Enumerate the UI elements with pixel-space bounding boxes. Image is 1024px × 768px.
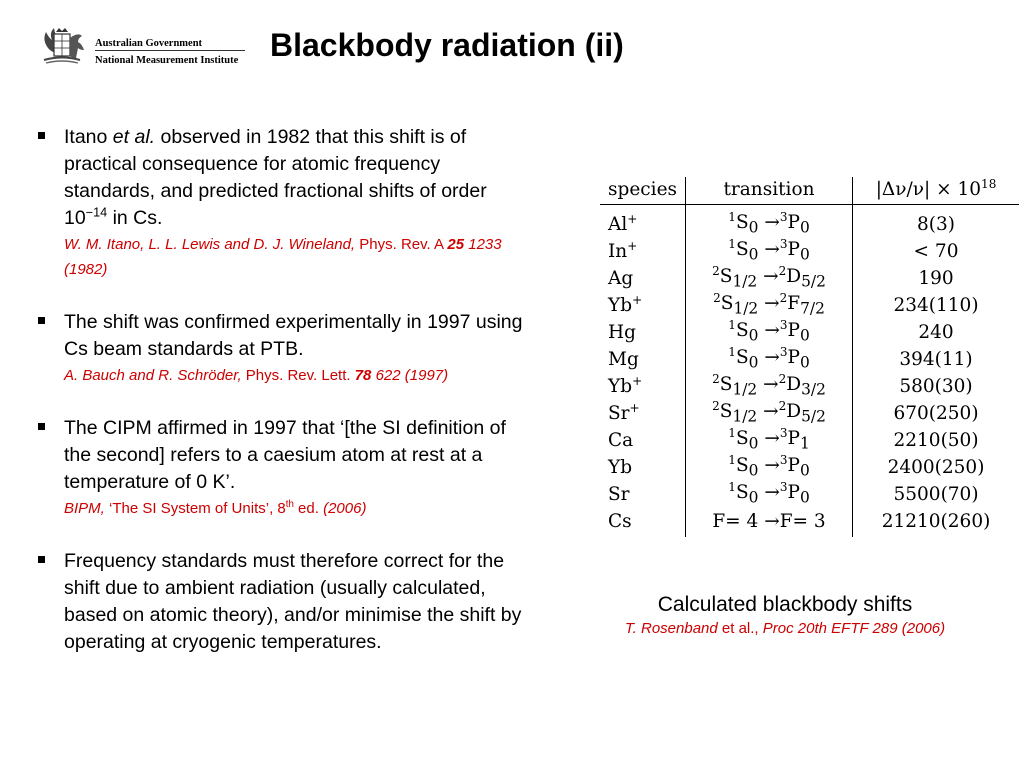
bullet-item	[34, 548, 524, 656]
table-row	[600, 508, 1019, 537]
bullet-item	[34, 124, 524, 282]
coat-of-arms-icon	[34, 26, 90, 68]
caption-title: Calculated blackbody shifts	[657, 593, 913, 616]
column-header-species: species	[600, 177, 686, 205]
bullet-reference: W. M. Itano, L. L. Lewis and D. J. Wineland, Phys. Rev. A 25 1233 (1982)	[64, 236, 502, 278]
cell-transition: $^1S_0 \to^3P_0$	[686, 481, 853, 508]
org-name-line2: National Measurement Institute	[95, 55, 239, 66]
cell-species: Ca	[600, 427, 686, 454]
cell-transition: $^1S_0 \to^3P_0$	[686, 346, 853, 373]
cell-transition: F= 4 →F= 3	[686, 508, 853, 537]
cell-shift: 240	[918, 322, 954, 343]
cell-transition: $^1S_0 \to^3P_0$	[686, 454, 853, 481]
org-divider	[95, 50, 245, 51]
cell-species: Yb+	[600, 373, 686, 400]
cell-transition: $^1S_0 \to^3P_0$	[686, 238, 853, 265]
table-row	[600, 400, 1019, 427]
cell-shift: 580(30)	[899, 376, 973, 397]
cell-transition: $^2S_{1/2} \to^2F_{7/2}$	[686, 292, 853, 319]
cell-species: Al+	[600, 205, 686, 239]
table-row	[600, 319, 1019, 346]
cell-shift: 234(110)	[893, 295, 979, 316]
cell-species: Hg	[600, 319, 686, 346]
table-row	[600, 373, 1019, 400]
cell-transition: $^2S_{1/2} \to^2D_{5/2}$	[686, 400, 853, 427]
square-bullet-icon	[38, 556, 45, 563]
cell-species: Sr	[600, 481, 686, 508]
cell-shift: 670(250)	[893, 403, 979, 424]
cell-species: Mg	[600, 346, 686, 373]
cell-species: Yb	[600, 454, 686, 481]
cell-shift: 2400(250)	[887, 457, 985, 478]
cell-transition: $^1S_0 \to^3P_0$	[686, 319, 853, 346]
bullet-text: Frequency standards must therefore correct for the shift due to ambient radiation (usually calculated, based on atomic theory), and/or minimise the shift by operating at cryogenic temperatures.	[64, 550, 522, 653]
table-row	[600, 238, 1019, 265]
table-row	[600, 481, 1019, 508]
cell-species: Yb+	[600, 292, 686, 319]
table-header-row	[600, 177, 1019, 205]
column-header-transition: transition	[686, 177, 853, 205]
table-row	[600, 292, 1019, 319]
bullet-reference: A. Bauch and R. Schröder, Phys. Rev. Lett. 78 622 (1997)	[64, 367, 449, 384]
bullet-item	[34, 309, 524, 388]
bullet-reference: BIPM, ‘The SI System of Units’, 8th ed. (2006)	[64, 499, 367, 517]
square-bullet-icon	[38, 317, 45, 324]
cell-shift: 2210(50)	[893, 430, 979, 451]
bullet-text: The shift was confirmed experimentally in 1997 using Cs beam standards at PTB.	[64, 311, 523, 360]
blackbody-shift-table	[600, 177, 1019, 537]
bullet-text: Itano et al. observed in 1982 that this shift is of practical consequence for atomic frequency standards, and predicted fractional shifts of order $10^{-14}$ in Cs.	[64, 126, 487, 229]
cell-shift: 5500(70)	[893, 484, 979, 505]
cell-transition: $^2S_{1/2} \to^2D_{5/2}$	[686, 265, 853, 292]
bullet-item	[34, 415, 524, 521]
caption-reference: T. Rosenband et al., Proc 20th EFTF 289 (2006)	[624, 620, 946, 637]
column-header-shift: $|\Delta\nu/\nu| \times 10^{18}$	[853, 177, 1020, 205]
cell-species: Ag	[600, 265, 686, 292]
table-row	[600, 265, 1019, 292]
table-body	[600, 205, 1019, 538]
cell-transition: $^2S_{1/2} \to^2D_{3/2}$	[686, 373, 853, 400]
cell-shift: < 70	[913, 241, 959, 262]
table-row	[600, 427, 1019, 454]
bullet-list	[34, 124, 524, 683]
cell-shift: 394(11)	[899, 349, 973, 370]
square-bullet-icon	[38, 423, 45, 430]
nmi-logo	[34, 26, 244, 72]
cell-species: Sr+	[600, 400, 686, 427]
table-row	[600, 346, 1019, 373]
bullet-text: The CIPM affirmed in 1997 that ‘[the SI definition of the second] refers to a caesium atom at rest at a temperature of 0 K’.	[64, 417, 506, 493]
table-row	[600, 454, 1019, 481]
cell-transition: $^1S_0 \to^3P_1$	[686, 427, 853, 454]
page-title: Blackbody radiation (ii)	[270, 27, 624, 63]
cell-species: In+	[600, 238, 686, 265]
cell-shift: 190	[918, 268, 954, 289]
cell-shift: 21210(260)	[881, 511, 991, 532]
cell-shift: 8(3)	[917, 214, 955, 235]
cell-transition: $^1S_0 \to^3P_0$	[686, 205, 853, 239]
cell-species: Cs	[600, 508, 686, 537]
square-bullet-icon	[38, 132, 45, 139]
table-caption	[560, 592, 1010, 640]
org-name-line1: Australian Government	[95, 38, 203, 49]
table-row	[600, 205, 1019, 239]
